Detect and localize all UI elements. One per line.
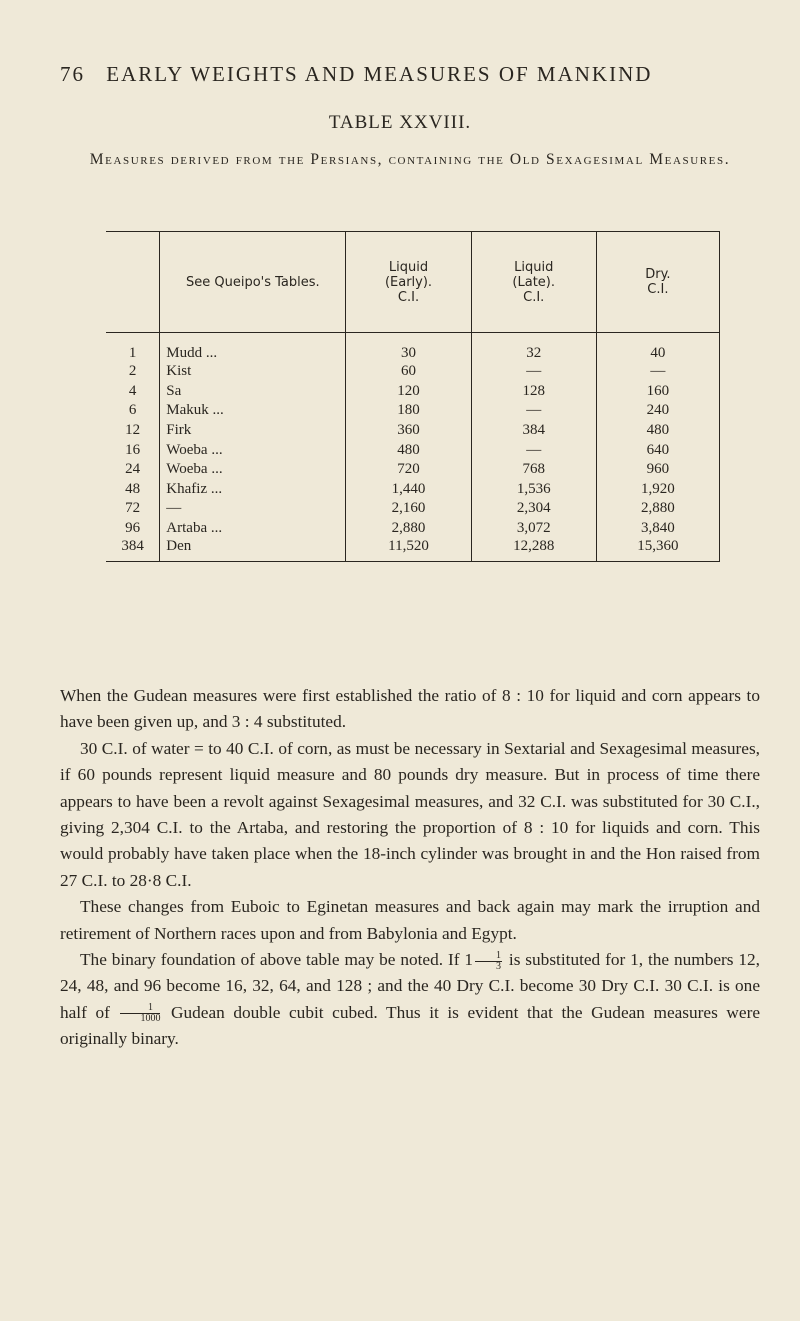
row-liquid-late: 3,072 (471, 519, 596, 539)
col-header-dry-l1: Dry. (645, 267, 671, 282)
col-header-number (106, 232, 160, 333)
row-name: Den (160, 538, 346, 562)
measures-table (106, 231, 720, 562)
row-liquid-early: 60 (346, 362, 471, 382)
row-name: Khafiz ... (160, 480, 346, 500)
row-dry: 15,360 (596, 538, 719, 562)
table-row (106, 480, 720, 500)
row-number: 1 (106, 333, 160, 363)
row-dry: 960 (596, 460, 719, 480)
row-dry: 240 (596, 401, 719, 421)
row-dry: 40 (596, 333, 719, 363)
row-name: Woeba ... (160, 440, 346, 460)
row-name: Kist (160, 362, 346, 382)
row-liquid-late: — (471, 440, 596, 460)
row-name: — (160, 499, 346, 519)
row-liquid-early: 120 (346, 382, 471, 402)
table-row (106, 519, 720, 539)
row-name: Makuk ... (160, 401, 346, 421)
col-header-liquid-late-l2: (Late). (512, 274, 556, 290)
row-number: 384 (106, 538, 160, 562)
table-title: TABLE XXVIII. (328, 112, 472, 133)
row-number: 96 (106, 519, 160, 539)
row-number: 16 (106, 440, 160, 460)
paragraph-4 (60, 947, 760, 1053)
col-header-see-queipo: See Queipo's Tables. (160, 232, 346, 333)
col-header-liquid-early-l3: C.I. (397, 289, 420, 305)
table-row (106, 362, 720, 382)
col-header-liquid-early (346, 232, 471, 333)
col-header-liquid-early-l2: (Early). (384, 274, 433, 290)
row-dry: 480 (596, 421, 719, 441)
row-liquid-early: 2,160 (346, 499, 471, 519)
row-name: Artaba ... (160, 519, 346, 539)
row-liquid-late: — (471, 362, 596, 382)
table-caption: Measures derived from the Persians, containing the Old Sexagesimal Measures. (89, 151, 731, 168)
table-row (106, 460, 720, 480)
row-liquid-late: 128 (471, 382, 596, 402)
row-liquid-early: 360 (346, 421, 471, 441)
table-row (106, 382, 720, 402)
row-liquid-early: 11,520 (346, 538, 471, 562)
page-number: 76 (60, 62, 85, 86)
row-number: 72 (106, 499, 160, 519)
col-header-liquid-late-l1: Liquid (514, 259, 554, 275)
row-liquid-late: 768 (471, 460, 596, 480)
row-name: Sa (160, 382, 346, 402)
row-number: 48 (106, 480, 160, 500)
row-liquid-early: 2,880 (346, 519, 471, 539)
row-dry: 3,840 (596, 519, 719, 539)
row-liquid-early: 30 (346, 333, 471, 363)
fraction-one-thousandth: $\frac{1}{1000}$ (120, 1003, 160, 1024)
row-dry: 2,880 (596, 499, 719, 519)
paragraph-4-part-c: Gudean double cubit cubed. Thus it is evident that the Gudean measures were originally binary. (60, 1002, 760, 1049)
row-liquid-early: 720 (346, 460, 471, 480)
paragraph-1: When the Gudean measures were first established the ratio of 8 : 10 for liquid and corn appears to have been given up, and 3 : 4 substituted. (60, 686, 760, 732)
col-header-dry (596, 232, 719, 333)
running-head (60, 62, 760, 87)
paragraph-2: 30 C.I. of water = to 40 C.I. of corn, as must be necessary in Sextarial and Sexagesimal measures, if 60 pounds represent liquid measure and 80 pounds dry measure. But in process of time there appears to have been a revolt against Sexagesimal measures, and 32 C.I. was substituted for 30 C.I., giving 2,304 C.I. to the Artaba, and restoring the proportion of 8 : 10 for liquids and corn. This would probably have taken place when the 18-inch cylinder was brought in and the Hon raised from 27 C.I. to 28·8 C.I. (60, 738, 760, 890)
row-dry: 160 (596, 382, 719, 402)
table-row (106, 333, 720, 363)
row-liquid-late: 2,304 (471, 499, 596, 519)
table-row (106, 499, 720, 519)
row-liquid-late: 384 (471, 421, 596, 441)
row-name: Woeba ... (160, 460, 346, 480)
table-row (106, 421, 720, 441)
col-header-liquid-late-l3: C.I. (523, 289, 545, 305)
fraction-one-third: $\frac{1}{3}$ (475, 951, 502, 972)
row-liquid-early: 180 (346, 401, 471, 421)
row-liquid-late: 12,288 (471, 538, 596, 562)
table-row (106, 401, 720, 421)
running-title: EARLY WEIGHTS AND MEASURES OF MANKIND (106, 62, 653, 86)
row-liquid-late: — (471, 401, 596, 421)
paragraph-3: These changes from Euboic to Eginetan measures and back again may mark the irruption and retirement of Northern races upon and from Babylonia and Egypt. (60, 897, 760, 943)
row-number: 4 (106, 382, 160, 402)
paragraph-4-part-b: is substituted for 1, the numbers 12, 24, 48, and 96 become 16, 32, 64, and 128 ; and the 40 Dry C.I. become 30 Dry C.I. 30 C.I. is one half of (60, 950, 761, 1022)
row-liquid-late: 32 (471, 333, 596, 363)
row-number: 12 (106, 421, 160, 441)
col-header-dry-l2: C.I. (647, 282, 669, 297)
table-header-row (106, 232, 720, 333)
row-liquid-early: 1,440 (346, 480, 471, 500)
table-row (106, 440, 720, 460)
table-row (106, 538, 720, 562)
row-liquid-late: 1,536 (471, 480, 596, 500)
row-dry: 640 (596, 440, 719, 460)
row-number: 2 (106, 362, 160, 382)
row-number: 6 (106, 401, 160, 421)
col-header-liquid-late (471, 232, 596, 333)
row-number: 24 (106, 460, 160, 480)
row-name: Mudd ... (160, 333, 346, 363)
row-name: Firk (160, 421, 346, 441)
col-header-liquid-early-l1: Liquid (388, 259, 429, 275)
row-dry: 1,920 (596, 480, 719, 500)
paragraph-4-part-a: The binary foundation of above table may be noted. If 1 (80, 950, 473, 970)
row-dry: — (596, 362, 719, 382)
body-text (60, 683, 760, 1053)
row-liquid-early: 480 (346, 440, 471, 460)
